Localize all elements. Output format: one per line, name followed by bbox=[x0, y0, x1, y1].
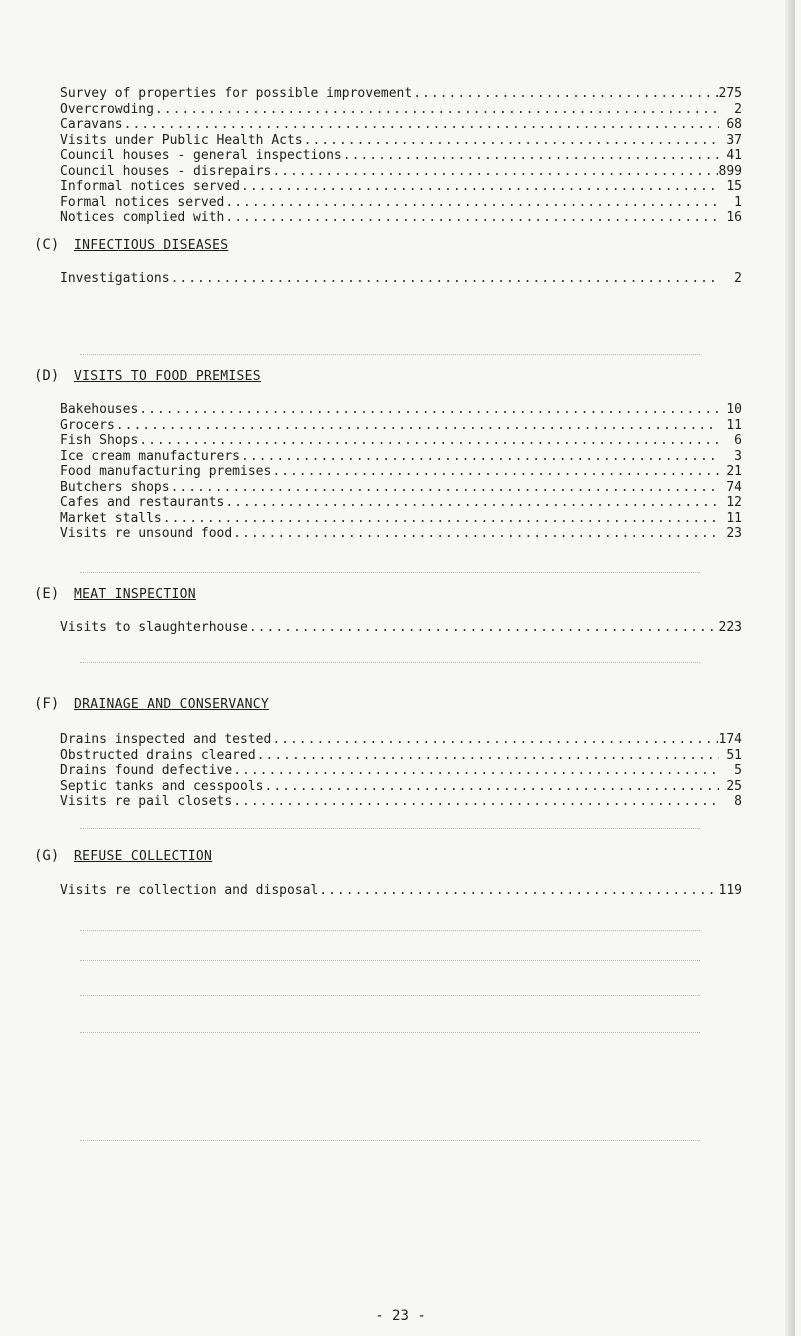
dot-leader bbox=[225, 495, 719, 511]
item-value: 6 bbox=[734, 433, 742, 448]
section-letter: (C) bbox=[34, 237, 60, 253]
list-item bbox=[60, 732, 742, 748]
item-value: 223 bbox=[718, 620, 742, 635]
dot-leader bbox=[265, 779, 720, 795]
section-letter: (F) bbox=[34, 696, 60, 712]
item-value: 5 bbox=[734, 763, 742, 778]
section-title: VISITS TO FOOD PREMISES bbox=[74, 369, 261, 384]
section-title: MEAT INSPECTION bbox=[74, 587, 196, 602]
dot-leader bbox=[343, 148, 719, 164]
item-value: 21 bbox=[726, 464, 742, 479]
section-e-heading bbox=[34, 586, 196, 602]
list-item bbox=[60, 433, 742, 449]
dot-leader bbox=[272, 164, 717, 180]
dot-leader bbox=[241, 179, 719, 195]
section-g-list bbox=[60, 883, 742, 899]
item-label: Formal notices served bbox=[60, 194, 225, 210]
item-value: 2 bbox=[734, 101, 742, 117]
section-f-heading bbox=[34, 696, 269, 712]
item-value: 16 bbox=[726, 210, 742, 225]
dot-leader bbox=[139, 433, 719, 449]
item-value: 37 bbox=[726, 132, 742, 148]
item-label: Market stalls bbox=[60, 510, 162, 526]
item-label: Visits under Public Health Acts bbox=[60, 132, 303, 148]
item-label: Fish Shops bbox=[60, 433, 139, 448]
item-label: Visits re collection and disposal bbox=[60, 883, 319, 898]
dot-leader bbox=[257, 748, 719, 764]
item-label: Food manufacturing premises bbox=[60, 464, 272, 479]
list-item bbox=[60, 620, 742, 636]
dot-leader bbox=[139, 402, 719, 418]
item-value: 8 bbox=[734, 794, 742, 809]
list-item bbox=[60, 210, 742, 226]
list-item bbox=[60, 164, 742, 180]
item-value: 23 bbox=[726, 526, 742, 541]
item-label: Informal notices served bbox=[60, 179, 241, 194]
dot-leader bbox=[171, 480, 719, 496]
item-value: 11 bbox=[726, 417, 742, 433]
item-value: 41 bbox=[726, 148, 742, 163]
list-item bbox=[60, 794, 742, 810]
page-edge-shadow bbox=[785, 0, 795, 1336]
dot-leader bbox=[249, 620, 718, 636]
item-label: Visits re unsound food bbox=[60, 526, 233, 541]
scan-noise bbox=[80, 662, 700, 664]
list-item bbox=[60, 179, 742, 195]
item-label: Septic tanks and cesspools bbox=[60, 778, 264, 794]
list-item bbox=[60, 148, 742, 164]
item-label: Cafes and restaurants bbox=[60, 495, 225, 510]
item-label: Visits re pail closets bbox=[60, 794, 233, 809]
section-f-list bbox=[60, 732, 742, 810]
dot-leader bbox=[233, 526, 719, 542]
dot-leader bbox=[116, 418, 719, 434]
dot-leader bbox=[233, 794, 719, 810]
item-label: Survey of properties for possible improvement bbox=[60, 86, 413, 101]
item-value: 1 bbox=[734, 194, 742, 210]
dot-leader bbox=[272, 464, 719, 480]
dot-leader bbox=[225, 195, 719, 211]
item-value: 11 bbox=[726, 510, 742, 526]
item-label: Caravans bbox=[60, 117, 123, 132]
dot-leader bbox=[171, 271, 719, 287]
list-item bbox=[60, 495, 742, 511]
dot-leader bbox=[272, 732, 717, 748]
dot-leader bbox=[304, 133, 719, 149]
dot-leader bbox=[225, 210, 719, 226]
list-item bbox=[60, 195, 742, 211]
list-item bbox=[60, 449, 742, 465]
list-item bbox=[60, 117, 742, 133]
list-item bbox=[60, 102, 742, 118]
item-value: 3 bbox=[734, 448, 742, 464]
item-value: 68 bbox=[726, 117, 742, 132]
item-label: Notices complied with bbox=[60, 210, 225, 225]
item-value: 12 bbox=[726, 495, 742, 510]
list-item bbox=[60, 402, 742, 418]
section-e-list bbox=[60, 620, 742, 636]
dot-leader bbox=[413, 86, 717, 102]
section-title: DRAINAGE AND CONSERVANCY bbox=[74, 697, 270, 712]
item-value: 275 bbox=[718, 86, 742, 101]
dot-leader bbox=[233, 763, 719, 779]
item-label: Visits to slaughterhouse bbox=[60, 620, 248, 635]
page-number: - 23 - bbox=[375, 1308, 426, 1324]
dot-leader bbox=[155, 102, 719, 118]
housing-statistics-list bbox=[60, 86, 742, 226]
list-item bbox=[60, 133, 742, 149]
item-value: 25 bbox=[726, 778, 742, 794]
item-label: Overcrowding bbox=[60, 101, 154, 117]
section-title: INFECTIOUS DISEASES bbox=[74, 238, 229, 253]
item-label: Obstructed drains cleared bbox=[60, 747, 256, 763]
section-d-list bbox=[60, 402, 742, 542]
item-label: Drains inspected and tested bbox=[60, 732, 272, 747]
scan-noise bbox=[80, 930, 700, 932]
item-value: 10 bbox=[726, 402, 742, 417]
scan-noise bbox=[80, 960, 700, 962]
section-letter: (E) bbox=[34, 586, 60, 602]
scan-noise bbox=[80, 995, 700, 997]
list-item bbox=[60, 883, 742, 899]
scan-noise bbox=[80, 572, 700, 574]
list-item bbox=[60, 763, 742, 779]
dot-leader bbox=[241, 449, 719, 465]
dot-leader bbox=[319, 883, 717, 899]
item-value: 119 bbox=[718, 883, 742, 898]
section-d-heading bbox=[34, 368, 261, 384]
list-item bbox=[60, 526, 742, 542]
item-label: Butchers shops bbox=[60, 479, 170, 495]
list-item bbox=[60, 464, 742, 480]
list-item bbox=[60, 480, 742, 496]
scan-noise bbox=[80, 828, 700, 830]
list-item bbox=[60, 779, 742, 795]
list-item bbox=[60, 86, 742, 102]
scan-noise bbox=[80, 1032, 700, 1034]
section-title: REFUSE COLLECTION bbox=[74, 849, 213, 864]
item-label: Council houses - general inspections bbox=[60, 148, 342, 163]
list-item bbox=[60, 418, 742, 434]
item-label: Drains found defective bbox=[60, 763, 233, 778]
dot-leader bbox=[163, 511, 719, 527]
item-label: Ice cream manufacturers bbox=[60, 448, 241, 464]
list-item bbox=[60, 511, 742, 527]
section-g-heading bbox=[34, 848, 212, 864]
list-item bbox=[60, 271, 742, 287]
item-value: 2 bbox=[734, 271, 742, 286]
scan-noise bbox=[80, 354, 700, 356]
item-label: Investigations bbox=[60, 271, 170, 286]
item-value: 15 bbox=[726, 179, 742, 194]
section-letter: (D) bbox=[34, 368, 60, 384]
item-label: Grocers bbox=[60, 417, 115, 433]
item-value: 74 bbox=[726, 479, 742, 495]
section-c-list bbox=[60, 271, 742, 287]
item-value: 899 bbox=[718, 163, 742, 179]
dot-leader bbox=[124, 117, 719, 133]
item-label: Council houses - disrepairs bbox=[60, 163, 272, 179]
item-value: 51 bbox=[726, 747, 742, 763]
section-c-heading bbox=[34, 237, 228, 253]
list-item bbox=[60, 748, 742, 764]
item-value: 174 bbox=[718, 732, 742, 747]
item-label: Bakehouses bbox=[60, 402, 139, 417]
section-letter: (G) bbox=[34, 848, 60, 864]
scan-noise bbox=[80, 1140, 700, 1142]
